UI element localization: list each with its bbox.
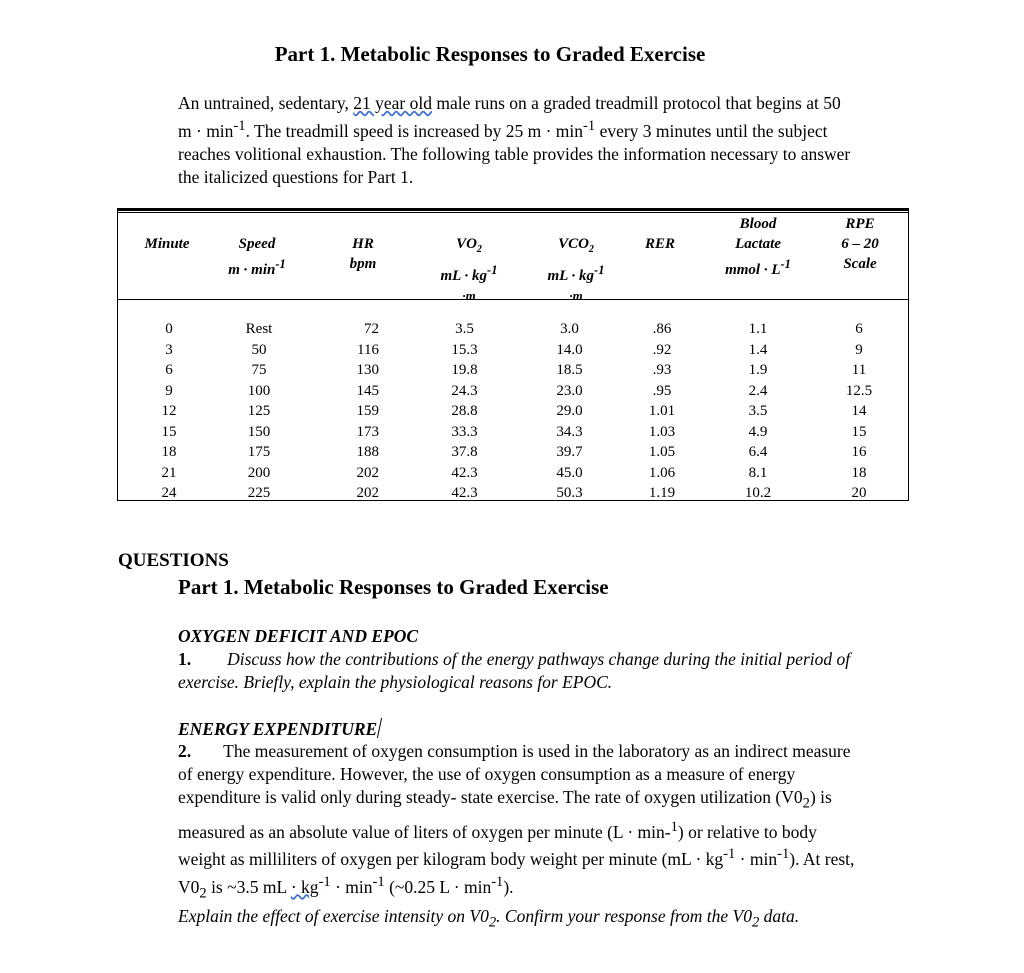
cell-minute: 15 [161,423,177,440]
cell-rpe: 18 [851,464,867,481]
subscript: 2 [199,885,207,902]
table-border [117,500,909,501]
cell-speed: 225 [247,485,271,501]
cell-rer: 1.19 [648,485,676,501]
data-table [117,208,909,501]
cell-rer: 1.06 [648,464,676,481]
cell-speed: Rest [245,321,273,337]
intro-text: An untrained, sedentary, [178,93,354,113]
cell-vco2: 34.3 [556,423,583,440]
subscript: 2 [802,795,810,812]
question-text: ). [503,876,514,897]
cell-rpe: 16 [851,444,867,460]
header-lactate [708,214,808,280]
cell-vo2: 15.3 [451,341,478,358]
header-text: m · min [228,262,276,278]
column-minute [159,319,179,504]
cell-vco2: 45.0 [556,464,583,481]
superscript: -1 [275,257,286,271]
column-vo2 [442,319,487,504]
question-2 [178,740,868,935]
cell-rpe: 14 [851,403,867,419]
cell-minute: 12 [161,403,177,419]
superscript: -1 [491,874,504,891]
cell-vo2: 3.5 [455,321,474,337]
header-rer [610,234,710,254]
question-text: · kg [290,876,319,897]
cell-rpe: 11 [851,362,867,378]
question-text: data. [759,906,800,927]
cell-minute: 24 [161,485,177,501]
cell-vo2: 24.3 [451,382,478,399]
cell-rer: 1.03 [648,423,676,440]
header-vo2 [419,234,519,306]
header-text: Speed [238,236,276,252]
cell-rpe: 6 [855,321,863,337]
cell-hr: 116 [357,341,379,358]
cell-speed: 125 [247,403,271,419]
section-heading-energy-expenditure [178,718,380,740]
question-text: ) or relative to body weight as milliliters of oxygen per kilogram body weight per minute (mL · kg [178,821,817,870]
subscript: 2 [476,244,482,255]
cell-hr: 202 [356,464,379,481]
cell-rer: .93 [652,362,672,378]
cell-rpe: 9 [855,341,863,358]
cell-vco2: 50.3 [556,485,583,501]
cell-vo2: 37.8 [451,444,478,460]
header-speed [207,234,307,280]
question-text: Explain the effect of exercise intensity on V0 [178,906,489,927]
header-text: 6 – 20 [841,236,879,252]
question-text: . Confirm your response from the V0 [496,906,752,927]
cell-hr: 130 [356,362,379,378]
superscript: -1 [723,846,736,863]
cell-lactate: 3.5 [748,403,768,419]
subscript: 2 [751,914,760,931]
column-vco2 [547,319,592,504]
header-text: bpm [349,256,377,272]
cell-vo2: 28.8 [451,403,478,419]
question-text: ) is measured as an absolute value of liters of oxygen per minute (L · min- [178,787,832,842]
intro-paragraph [178,92,858,189]
cell-lactate: 1.1 [748,321,768,337]
question-text: Discuss how the contributions of the energy pathways change during the initial period of exercise. Briefly, explain the physiological reasons for EPOC. [178,649,851,692]
superscript: -1 [318,874,331,891]
header-text: HR [352,236,374,252]
question-number: 1. [178,649,192,669]
question-text: is ~3.5 mL [206,876,291,897]
header-text: ·m [569,288,583,303]
question-number: 2. [178,741,192,761]
header-rpe [810,214,910,274]
cell-speed: 100 [247,382,271,399]
questions-heading: QUESTIONS [118,550,229,571]
question-text: · min [330,876,373,897]
header-text: Minute [144,236,190,252]
age-text: 21 year old [353,93,432,113]
cell-rer: 1.05 [648,444,676,460]
cell-rpe: 12.5 [845,382,873,399]
question-text: ). At rest, V0 [178,849,855,897]
cell-hr: 72 [364,321,379,337]
cell-vco2: 14.0 [556,341,583,358]
header-text: VO [456,236,477,252]
intro-text: male runs on a graded treadmill protocol that begins at 50 m · min [178,93,841,141]
cell-rer: .86 [652,321,672,337]
column-lactate [737,319,779,504]
superscript: -1 [594,263,605,277]
cell-speed: 175 [247,444,271,460]
column-hr [339,319,379,504]
cell-rer: .95 [652,382,672,399]
cell-minute: 21 [161,464,177,481]
cell-speed: 200 [247,464,271,481]
superscript: -1 [487,263,498,277]
table-border [117,208,909,211]
cell-minute: 6 [165,362,173,378]
header-hr [313,234,413,274]
cell-lactate: 1.4 [748,341,768,358]
header-text: Scale [843,256,877,272]
cell-minute: 0 [165,321,173,337]
cell-vco2: 18.5 [556,362,583,378]
intro-text: every 3 minutes until the subject reaches volitional exhaustion. The following table provides the information necessary to answer the italicized questions for Part 1. [178,120,851,187]
cell-rpe: 20 [851,485,867,501]
cell-speed: 75 [251,362,267,378]
cell-vo2: 33.3 [451,423,478,440]
page-title: Part 1. Metabolic Responses to Graded Exercise [274,42,706,66]
subscript: 2 [588,244,594,255]
header-text: Lactate [735,236,781,252]
cell-vo2: 42.3 [451,464,478,481]
header-text: Blood [739,216,777,232]
cell-minute: 3 [165,341,173,358]
cell-speed: 150 [247,423,271,440]
header-text: RER [644,236,675,252]
cell-hr: 145 [356,382,379,399]
column-speed [239,319,279,504]
cell-minute: 18 [161,444,177,460]
question-text: The measurement of oxygen consumption is used in the laboratory as an indirect measure of energy expenditure. However, the use of oxygen consumption as a measure of energy expenditure is valid only during steady- state exercise. The rate of oxygen utilization (V0 [178,741,851,807]
text-cursor [377,718,382,738]
questions-subtitle: Part 1. Metabolic Responses to Graded Exercise [178,575,609,599]
cell-hr: 188 [356,444,379,460]
cell-lactate: 10.2 [744,485,772,501]
superscript: -1 [583,118,596,134]
cell-vco2: 3.0 [560,321,579,337]
cell-lactate: 2.4 [748,382,768,399]
header-text: RPE [845,216,875,232]
cell-hr: 173 [356,423,379,440]
question-text: (~0.25 L · min [384,876,492,897]
cell-vo2: 19.8 [451,362,478,378]
superscript: -1 [372,874,385,891]
cell-lactate: 4.9 [748,423,768,440]
column-rer [641,319,683,504]
section-heading-oxygen-deficit: OXYGEN DEFICIT AND EPOC [178,626,419,646]
cell-minute: 9 [165,382,173,399]
cell-rer: 1.01 [648,403,676,419]
cell-rpe: 15 [851,423,867,440]
section-heading-text: ENERGY EXPENDITURE [178,719,378,739]
cell-lactate: 6.4 [748,444,768,460]
cell-lactate: 8.1 [748,464,768,481]
cell-vco2: 23.0 [556,382,583,399]
header-text: mL · kg [440,268,488,284]
table-border [117,212,909,213]
column-rpe [836,319,882,504]
superscript: 1 [670,818,678,835]
question-text: · min [735,849,778,870]
cell-hr: 202 [356,485,379,501]
cell-speed: 50 [251,341,267,358]
intro-text: . The treadmill speed is increased by 25 m · min [245,120,584,141]
header-minute [117,234,217,254]
superscript: -1 [777,846,790,863]
cell-lactate: 1.9 [748,362,768,378]
cell-vco2: 39.7 [556,444,583,460]
superscript: -1 [233,118,246,134]
cell-hr: 159 [356,403,379,419]
cell-vo2: 42.3 [451,485,478,501]
cell-vco2: 29.0 [556,403,583,419]
header-text: VCO [558,236,589,252]
header-text: mmol · L [725,262,781,278]
header-text: ·m [462,288,476,303]
superscript: -1 [780,257,791,271]
header-text: mL · kg [547,268,595,284]
subscript: 2 [488,914,497,931]
cell-rer: .92 [652,341,672,358]
question-1 [178,648,878,694]
